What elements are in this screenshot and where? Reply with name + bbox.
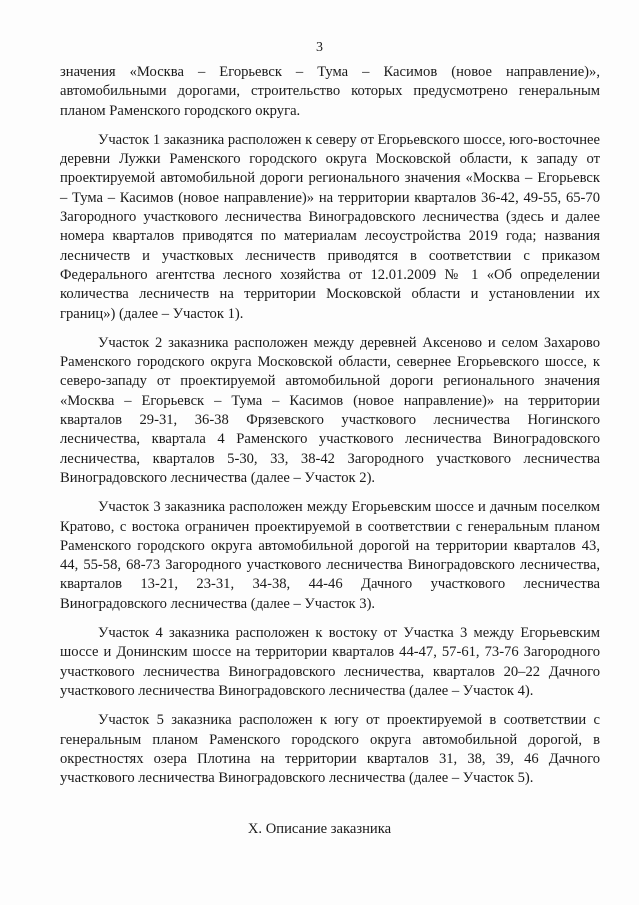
- paragraph-continuation: значения «Москва – Егорьевск – Тума – Касимов (новое направление)», автомобильными дорогами, строительство которых предусмотрено генеральным планом Раменского городского округа.: [60, 64, 600, 119]
- paragraph-area-2: Участок 2 заказника расположен между деревней Аксеново и селом Захарово Раменского городского округа Московской области, севернее Егорьевского шоссе, к северо-западу от проектируемой автомобильной дороги регионального значения «Москва – Егорьевск – Тума – Касимов (новое направление)» на территории кварталов 29-31, 36-38 Фрязевского участкового лесничества Ногинского лесничества, квартала 4 Раменского участкового лесничества Виноградовского лесничества, кварталов 5-30, 33, 38-42 Загородного участкового лесничества Виноградовского лесничества (далее – Участок 2).: [60, 334, 600, 486]
- paragraph-area-1: Участок 1 заказника расположен к северу от Егорьевского шоссе, юго-восточнее деревни Лужки Раменского городского округа Московской области, к западу от проектируемой автомобильной дороги регионального значения «Москва – Егорьевск – Тума – Касимов (новое направление)» на территории кварталов 36-42, 49-55, 65-70 Загородного участкового лесничества Виноградовского лесничества (здесь и далее номера кварталов приводятся по материалам лесоустройства 2019 года; названия лесничеств и участковых лесничеств приводятся в соответствии с приказом Федерального агентства лесного хозяйства от 12.01.2009 № 1 «Об определении количества лесничеств на территории Московской области и установлении их границ») (далее – Участок 1).: [60, 131, 600, 322]
- document-body: [60, 63, 600, 788]
- paragraph-area-4: Участок 4 заказника расположен к востоку от Участка 3 между Егорьевским шоссе и Донинским шоссе на территории кварталов 44-47, 57-61, 73-76 Загородного участкового лесничества Виноградовского лесничества, кварталов 20–22 Дачного участкового лесничества Виноградовского лесничества (далее – Участок 4).: [60, 625, 600, 699]
- section-heading: X. Описание заказника: [247, 821, 392, 837]
- page-number: 3: [316, 40, 323, 55]
- paragraph-area-3: Участок 3 заказника расположен между Егорьевским шоссе и дачным поселком Кратово, с востока ограничен проектируемой в соответствии с генеральным планом Раменского городского округа автомобильной дорогой на территории кварталов 43, 44, 55-58, 68-73 Загородного участкового лесничества Виноградовского лесничества, кварталов 13-21, 23-31, 34-38, 44-46 Дачного участкового лесничества Виноградовского лесничества (далее – Участок 3).: [60, 499, 600, 612]
- paragraph-area-5: Участок 5 заказника расположен к югу от проектируемой в соответствии с генеральным планом Раменского городского округа автомобильной дорогой, в окрестностях озера Плотина на территории кварталов 31, 38, 39, 46 Дачного участкового лесничества Виноградовского лесничества (далее – Участок 5).: [60, 712, 600, 787]
